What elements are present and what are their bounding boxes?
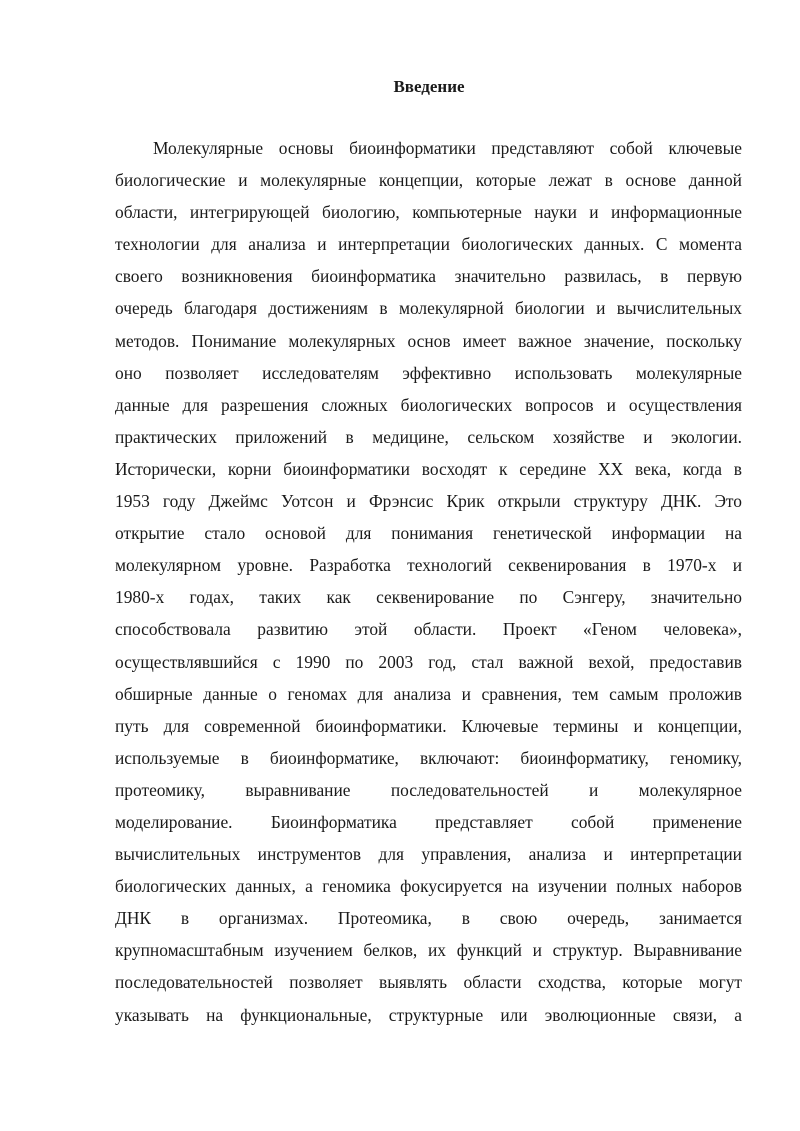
text-line: открытие стало основой для понимания генетической информации на	[115, 523, 742, 544]
text-line: Молекулярные основы биоинформатики представляют собой ключевые	[153, 138, 742, 158]
text-line: биологических данных, а геномика фокусируется на изучении полных наборов	[115, 876, 742, 897]
body-paragraph	[115, 132, 742, 1031]
text-line: обширные данные о геномах для анализа и сравнения, тем самым проложив	[115, 683, 742, 704]
text-line: оно позволяет исследователям эффективно использовать молекулярные	[115, 362, 742, 383]
text-line: ДНК в организмах. Протеомика, в свою очередь, занимается	[115, 908, 742, 929]
text-line: используемые в биоинформатике, включают: биоинформатику, геномику,	[115, 747, 742, 768]
text-line: последовательностей позволяет выявлять области сходства, которые могут	[115, 972, 742, 993]
text-line: технологии для анализа и интерпретации биологических данных. С момента	[115, 234, 742, 255]
text-line: биологические и молекулярные концепции, которые лежат в основе данной	[115, 170, 742, 191]
text-line: данные для разрешения сложных биологических вопросов и осуществления	[115, 394, 742, 415]
text-line: своего возникновения биоинформатика значительно развилась, в первую	[115, 266, 742, 287]
text-line: 1953 году Джеймс Уотсон и Фрэнсис Крик открыли структуру ДНК. Это	[115, 491, 742, 512]
text-line: методов. Понимание молекулярных основ имеет важное значение, поскольку	[115, 330, 742, 351]
text-line: практических приложений в медицине, сельском хозяйстве и экологии.	[115, 426, 742, 447]
text-line: 1980-х годах, таких как секвенирование по Сэнгеру, значительно	[115, 587, 742, 608]
text-line: очередь благодаря достижениям в молекулярной биологии и вычислительных	[115, 298, 742, 319]
text-line: вычислительных инструментов для управления, анализа и интерпретации	[115, 844, 742, 865]
text-line: Исторически, корни биоинформатики восходят к середине XX века, когда в	[115, 458, 742, 479]
text-line: осуществлявшийся с 1990 по 2003 год, стал важной вехой, предоставив	[115, 651, 742, 672]
text-line: путь для современной биоинформатики. Ключевые термины и концепции,	[115, 715, 742, 736]
text-line: протеомику, выравнивание последовательностей и молекулярное	[115, 779, 742, 800]
text-line: молекулярном уровне. Разработка технологий секвенирования в 1970-х и	[115, 555, 742, 576]
text-line: способствовала развитию этой области. Проект «Геном человека»,	[115, 619, 742, 640]
document-title: Введение	[393, 77, 465, 96]
text-line: моделирование. Биоинформатика представляет собой применение	[115, 811, 742, 832]
text-line: крупномасштабным изучением белков, их функций и структур. Выравнивание	[115, 940, 742, 961]
text-line: указывать на функциональные, структурные или эволюционные связи, а	[115, 1004, 742, 1025]
text-line: области, интегрирующей биологию, компьютерные науки и информационные	[115, 202, 742, 223]
